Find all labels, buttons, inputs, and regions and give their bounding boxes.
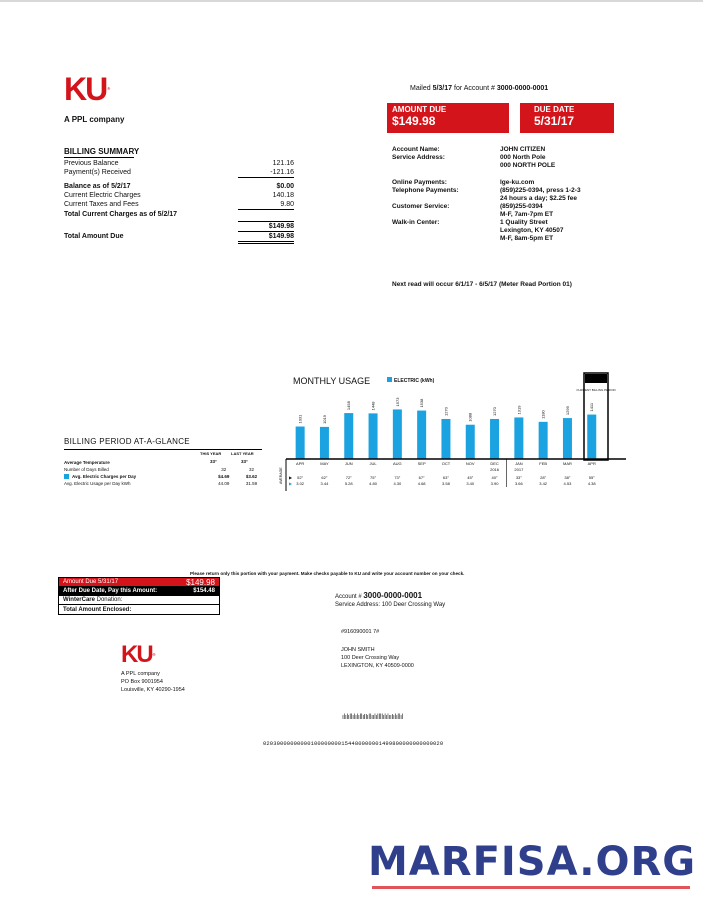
bar-value-label: 1573 xyxy=(394,397,400,407)
usage-bar xyxy=(441,419,450,459)
stub-amount-due-row: Amount Due 5/31/17 $149.98 xyxy=(59,578,219,587)
usage-per-day-value: 3.40 xyxy=(466,481,475,486)
temperature-value: 40° xyxy=(491,475,498,480)
watermark-logo: MARFISA.ORG xyxy=(368,839,697,885)
usage-per-day-value: 3.66 xyxy=(514,481,523,486)
monthly-usage-chart xyxy=(274,366,630,496)
month-tick-label: APR xyxy=(587,461,596,466)
temperature-value: 52° xyxy=(297,475,304,480)
legend-label: ELECTRIC (kWh) xyxy=(394,378,435,384)
telephone-payments-row: Telephone Payments: (859)225-0394, press 1-2-3 xyxy=(392,187,581,194)
stub-service-address: Service Address: 100 Deer Crossing Way xyxy=(335,602,446,608)
customer-address-block xyxy=(341,646,414,670)
bar-value-label: 1270 xyxy=(492,407,498,416)
remit-address-block: A PPL company PO Box 9001954 Louisville, KY 40290-1954 xyxy=(121,671,185,693)
month-tick-label: AUG xyxy=(393,461,402,466)
summary-row: $149.98 xyxy=(64,221,294,232)
usage-per-day-value: 4.38 xyxy=(587,481,596,486)
chart-title: MONTHLY USAGE xyxy=(293,376,371,386)
year-label: 2017 xyxy=(514,467,524,472)
usage-per-day-value: 3.42 xyxy=(539,481,548,486)
usage-bar xyxy=(539,422,548,459)
usage-bar xyxy=(369,413,378,459)
bar-value-label: 1538 xyxy=(419,398,425,408)
usage-bar xyxy=(320,427,329,459)
service-address-row: Service Address: 000 North Pole xyxy=(392,154,546,161)
temperature-value: 55° xyxy=(588,475,595,480)
month-tick-label: DEC xyxy=(490,461,499,466)
watermark-underline xyxy=(372,886,690,889)
glance-table xyxy=(64,459,264,487)
usage-per-day-value: 4.30 xyxy=(393,481,402,486)
usage-bar xyxy=(587,415,596,459)
month-tick-label: MAY xyxy=(320,461,329,466)
usage-bar xyxy=(344,413,353,459)
temperature-value: 75° xyxy=(370,475,377,480)
summary-row: Total Current Charges as of 5/2/17 xyxy=(64,211,178,218)
bar-value-label: 1270 xyxy=(443,407,449,416)
temperature-value: 67° xyxy=(418,475,425,480)
summary-row: Current Electric Charges 140.18 xyxy=(64,192,294,199)
stub-instruction: Please return only this portion with your payment. Make checks payable to KU and write your account number on your check. xyxy=(190,571,465,576)
usage-bar xyxy=(417,411,426,459)
account-name-row: Account Name: JOHN CITIZEN xyxy=(392,146,546,153)
usage-bar xyxy=(490,419,499,459)
next-read-note: Next read will occur 6/1/17 - 6/5/17 (Meter Read Portion 01) xyxy=(392,281,572,288)
month-tick-label: FEB xyxy=(539,461,548,466)
summary-row: Previous Balance 121.16 xyxy=(64,160,294,167)
current-period-label: CURRENT BILLING PERIOD xyxy=(576,388,616,392)
glance-row: Average Temperature xyxy=(64,460,110,465)
usage-bar xyxy=(563,418,572,459)
online-payments-row: Online Payments: lge-ku.com xyxy=(392,179,535,186)
glance-divider xyxy=(64,449,262,450)
wintercare-donation-field[interactable]: WinterCare Donation: xyxy=(59,596,219,605)
temperature-value: 72° xyxy=(345,475,352,480)
average-row-label: AVERAGE xyxy=(279,467,283,484)
ku-logo: KU® xyxy=(64,71,111,107)
temperature-value: 62° xyxy=(321,475,328,480)
usage-bar xyxy=(393,409,402,459)
mailed-line: Mailed 5/3/17 for Account # 3000-0000-0001 xyxy=(410,85,549,92)
glance-last-year-header: LAST YEAR xyxy=(231,451,254,456)
usage-per-day-value: 3.02 xyxy=(296,481,305,486)
usage-bar xyxy=(466,425,475,459)
stub-account: Account # 3000-0000-0001 xyxy=(335,591,423,600)
month-tick-label: APR xyxy=(296,461,305,466)
usage-bar xyxy=(296,427,305,459)
glance-this-year-header: THIS YEAR xyxy=(200,451,222,456)
current-period-header xyxy=(585,374,607,383)
usage-per-day-value: 4.80 xyxy=(369,481,377,486)
amount-due-box: AMOUNT DUE $149.98 xyxy=(387,103,509,133)
temperature-value: 45° xyxy=(467,475,474,480)
due-date-box: DUE DATE 5/31/17 xyxy=(520,103,614,133)
month-tick-label: JAN xyxy=(515,461,523,466)
legend-swatch xyxy=(387,377,392,382)
temperature-value: 28° xyxy=(540,475,547,480)
electric-legend-swatch xyxy=(64,474,69,479)
usage-per-day-value: 4.68 xyxy=(417,481,426,486)
summary-row: Payment(s) Received -121.16 xyxy=(64,169,294,176)
bar-value-label: 1019 xyxy=(321,414,327,424)
summary-row: Current Taxes and Fees 9.80 xyxy=(64,201,294,208)
month-tick-label: JUL xyxy=(369,461,377,466)
glance-row: Avg. Electric Charges per Day $4.69 $3.62 xyxy=(64,473,264,480)
summary-row: Balance as of 5/2/17 $0.00 xyxy=(64,183,294,190)
ocr-scanline: 02030000000000100000000154480000001499800000000000020 xyxy=(263,740,444,747)
usage-per-day-value: 3.90 xyxy=(490,481,499,486)
bar-value-label: 1319 xyxy=(516,405,522,415)
month-tick-label: MAR xyxy=(563,461,572,466)
temperature-value: 38° xyxy=(564,475,571,480)
bar-value-label: 1088 xyxy=(467,412,473,422)
month-tick-label: SEP xyxy=(417,461,426,466)
month-tick-label: NOV xyxy=(465,461,475,466)
account-info: Account Name: JOHN CITIZEN Service Address: 000 North Pole 000 NORTH POLE Online Payments: lge-ku.com Telephone Payments: (859)225-0394, press 1-2-3 24 hours a day; $2.25 fee Customer Service: (859)255-0394 M-F, 7am-7pm ET Walk-in Center: 1 Quality Street Lexington, KY 40507 M-F, 8am-5pm ET xyxy=(392,146,652,243)
usage-per-day-value: 3.58 xyxy=(442,481,450,486)
bar-value-label: 1299 xyxy=(564,406,570,416)
usage-per-day-value: 5.28 xyxy=(344,481,353,486)
bar-value-label: 1180 xyxy=(540,410,546,419)
usage-per-day-value: 3.44 xyxy=(320,481,329,486)
temperature-value: 63° xyxy=(442,475,449,480)
total-amount-due-row: Total Amount Due $149.98 xyxy=(64,232,294,244)
glance-title: BILLING PERIOD AT-A-GLANCE xyxy=(64,437,190,446)
remit-ku-logo: KU® xyxy=(121,641,156,668)
customer-service-row: Customer Service: (859)255-0394 xyxy=(392,203,543,210)
top-border xyxy=(0,0,703,2)
customer-city: LEXINGTON, KY 40509-0000 xyxy=(341,663,414,669)
total-enclosed-field[interactable]: Total Amount Enclosed: xyxy=(63,606,132,613)
billing-summary xyxy=(64,147,294,244)
customer-street: 100 Deer Crossing Way xyxy=(341,655,400,661)
company-tagline: A PPL company xyxy=(64,115,125,124)
payment-stub-table xyxy=(58,577,220,615)
bar-value-label: 1031 xyxy=(297,414,303,424)
temperature-value: 33° xyxy=(515,475,522,480)
usage-bar xyxy=(514,417,523,459)
usage-per-day-value: 4.53 xyxy=(563,481,572,486)
customer-name: JOHN SMITH xyxy=(341,647,375,653)
temperature-value: 73° xyxy=(394,475,401,480)
temp-row-marker: ▶ xyxy=(289,475,293,480)
usage-row-marker: ▶ xyxy=(289,481,293,486)
year-label: 2016 xyxy=(490,467,500,472)
stub-ref-code: #916090001 7# xyxy=(341,629,380,635)
stub-after-due-row: After Due Date, Pay this Amount: $154.48 xyxy=(59,587,219,596)
billing-summary-title: BILLING SUMMARY xyxy=(64,147,140,156)
bar-value-label: 1411 xyxy=(589,402,595,412)
bar-value-label: 1458 xyxy=(346,401,352,411)
postal-barcode: ılılıllılılıllıIIıllıılıllllılılııIılıllıl xyxy=(342,713,404,721)
walk-in-center-row: Walk-in Center: 1 Quality Street xyxy=(392,219,548,226)
glance-row: Avg. Electric Usage per Day kWh 44.09 31.59 xyxy=(64,481,258,486)
bar-value-label: 1448 xyxy=(370,401,376,411)
month-tick-label: JUN xyxy=(344,461,353,466)
month-tick-label: OCT xyxy=(441,461,451,466)
glance-row: Number of Days Billed 32 32 xyxy=(64,467,255,472)
